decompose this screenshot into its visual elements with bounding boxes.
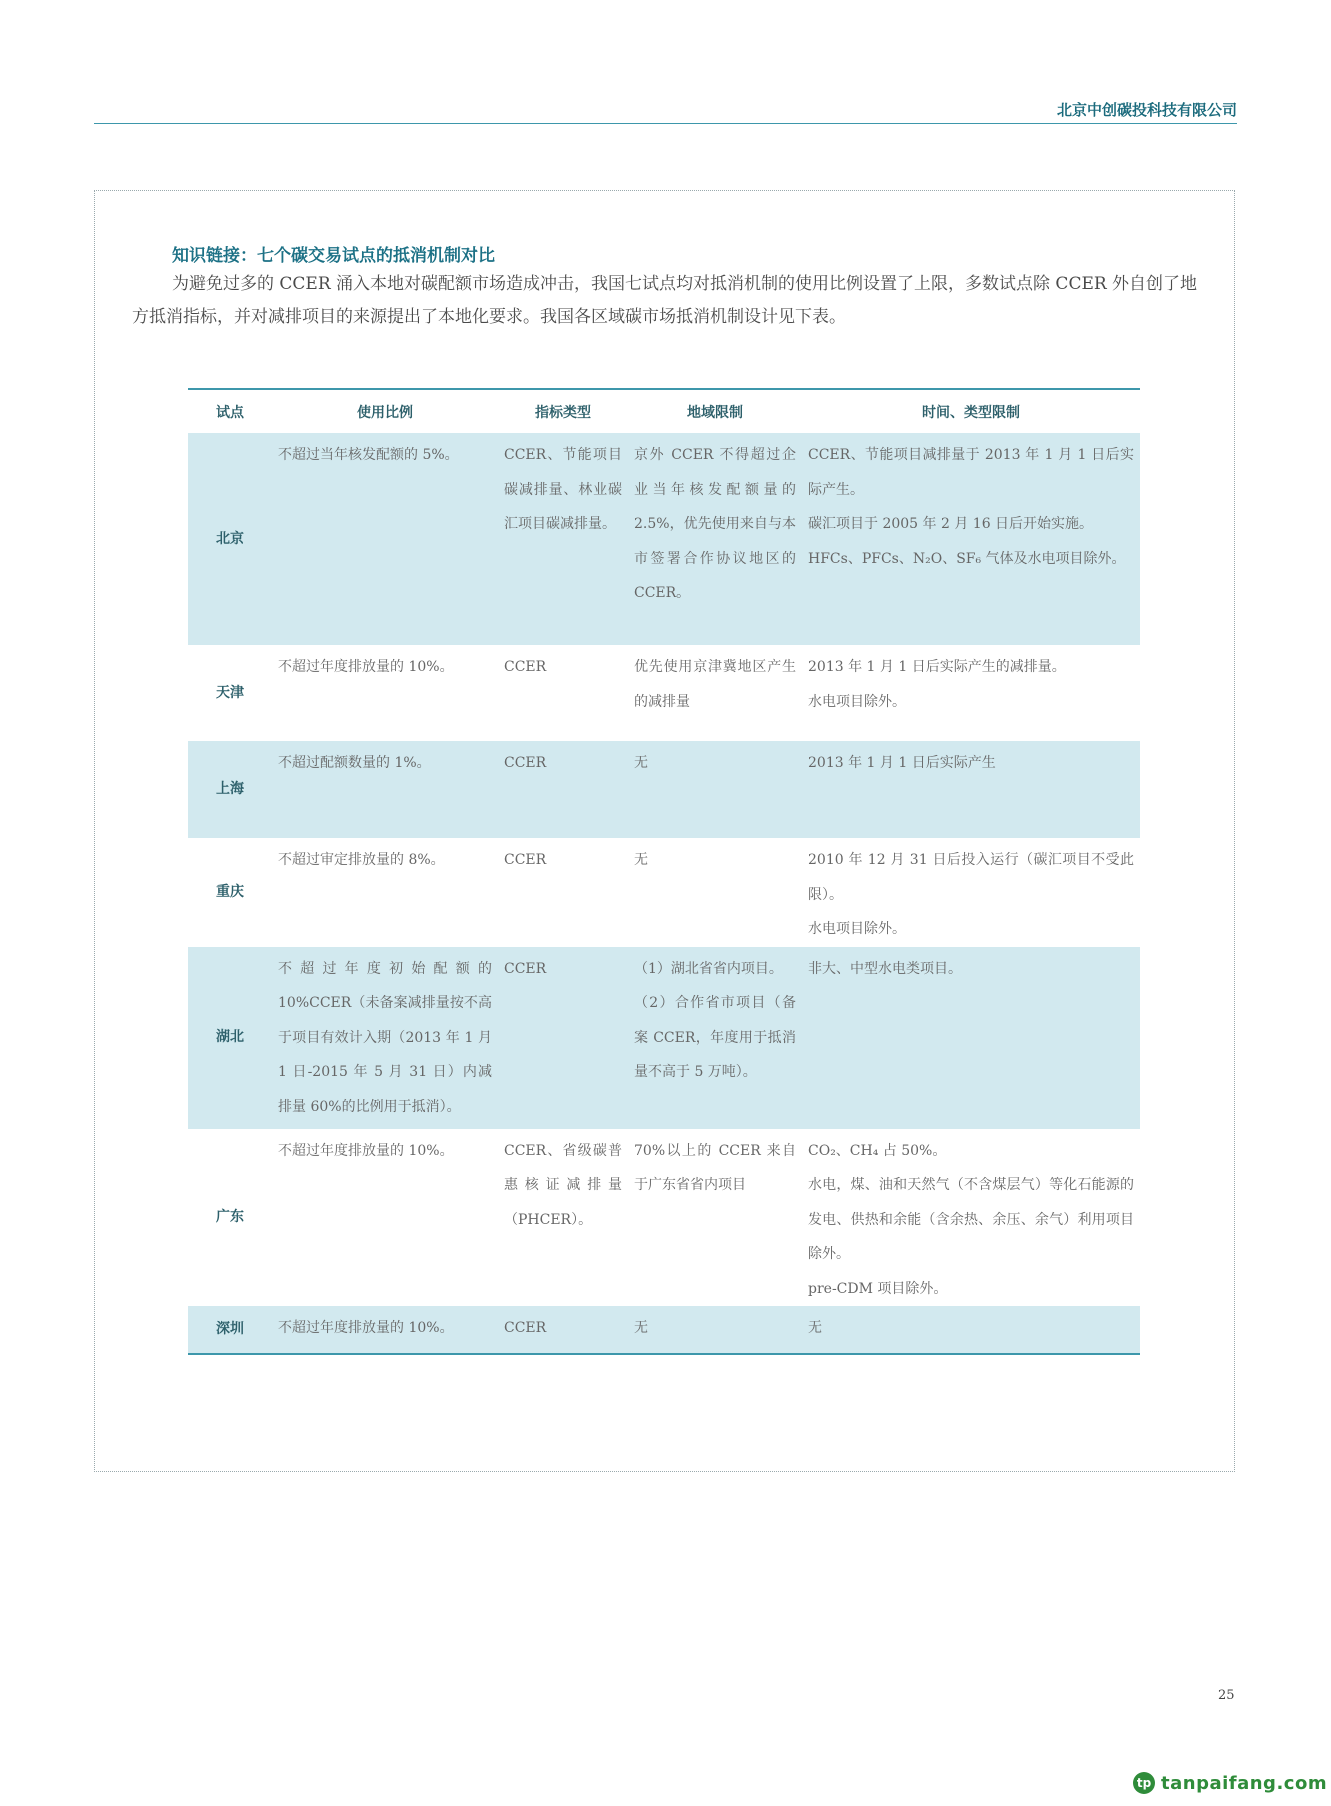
col-header-type: 指标类型 bbox=[535, 404, 591, 421]
cell-region-line: （1）湖北省省内项目。 bbox=[634, 960, 783, 977]
col-header-time: 时间、类型限制 bbox=[922, 404, 1020, 421]
cell-region-line: （2）合作省市项目（备案 CCER，年度用于抵消量不高于 5 万吨）。 bbox=[634, 995, 796, 1080]
cell-type bbox=[498, 1129, 628, 1307]
cell-time bbox=[802, 645, 1140, 741]
table-row bbox=[188, 645, 1140, 741]
cell-ratio bbox=[272, 741, 498, 838]
cell-type-line: CCER bbox=[504, 659, 547, 675]
page-number: 25 bbox=[1218, 1688, 1235, 1703]
cell-time-line: 2013 年 1 月 1 日后实际产生 bbox=[808, 755, 996, 771]
cell-ratio-line: 不超过年度初始配额的 10%CCER（未备案减排量按不高于项目有效计入期（2013 年 1 月 1 日-2015 年 5 月 31 日）内减排量 60%的比例用于抵消）。 bbox=[278, 960, 492, 1115]
cell-time-line: 2010 年 12 月 31 日后投入运行（碳汇项目不受此限）。 bbox=[808, 852, 1134, 903]
cell-ratio bbox=[272, 838, 498, 947]
cell-region-line: 京外 CCER 不得超过企业当年核发配额量的 2.5%，优先使用来自与本市签署合作协议地区的 CCER。 bbox=[634, 447, 796, 601]
table-row bbox=[188, 947, 1140, 1129]
cell-type-line: CCER bbox=[504, 852, 547, 868]
header-company-name: 北京中创碳投科技有限公司 bbox=[1056, 101, 1237, 119]
cell-pilot: 天津 bbox=[216, 684, 244, 701]
table-row bbox=[188, 433, 1140, 645]
cell-ratio-line: 不超过审定排放量的 8%。 bbox=[278, 852, 445, 868]
cell-time-line: 水电项目除外。 bbox=[808, 921, 906, 937]
cell-time-line: 2013 年 1 月 1 日后实际产生的减排量。 bbox=[808, 659, 1066, 675]
cell-type-line: CCER、节能项目碳减排量、林业碳汇项目碳减排量。 bbox=[504, 447, 622, 532]
cell-region bbox=[628, 433, 802, 645]
cell-ratio bbox=[272, 1306, 498, 1354]
cell-region bbox=[628, 1306, 802, 1354]
cell-type-line: CCER、省级碳普惠核证减排量（PHCER）。 bbox=[504, 1142, 622, 1228]
table-row bbox=[188, 838, 1140, 947]
cell-time-line: CCER、节能项目减排量于 2013 年 1 月 1 日后实际产生。 bbox=[808, 447, 1134, 498]
cell-pilot: 湖北 bbox=[216, 1029, 244, 1046]
cell-time bbox=[802, 838, 1140, 947]
table-row bbox=[188, 1129, 1140, 1307]
cell-time-line: 水电项目除外。 bbox=[808, 693, 906, 710]
col-header-ratio: 使用比例 bbox=[357, 404, 413, 421]
cell-time-line: 水电，煤、油和天然气（不含煤层气）等化石能源的发电、供热和余能（含余热、余压、余气）利用项目除外。 bbox=[808, 1177, 1134, 1262]
cell-time bbox=[802, 433, 1140, 645]
cell-region-line: 70%以上的 CCER 来自于广东省省内项目 bbox=[634, 1142, 796, 1193]
cell-ratio-line: 不超过年度排放量的 10%。 bbox=[278, 1320, 454, 1336]
cell-region bbox=[628, 838, 802, 947]
cell-time-line: HFCs、PFCs、N₂O、SF₆ 气体及水电项目除外。 bbox=[808, 550, 1126, 567]
cell-ratio bbox=[272, 645, 498, 741]
cell-ratio bbox=[272, 1129, 498, 1307]
cell-time-line: 无 bbox=[808, 1320, 822, 1336]
cell-region bbox=[628, 645, 802, 741]
cell-time-line: 非大、中型水电类项目。 bbox=[808, 960, 962, 977]
cell-type bbox=[498, 645, 628, 741]
cell-pilot: 上海 bbox=[216, 781, 244, 798]
cell-type-line: CCER bbox=[504, 755, 547, 771]
cell-time bbox=[802, 947, 1140, 1129]
cell-time-line: CO₂、CH₄ 占 50%。 bbox=[808, 1142, 947, 1159]
watermark-text: tanpaifang.com bbox=[1161, 1772, 1328, 1794]
cell-type-line: CCER bbox=[504, 1320, 547, 1336]
cell-ratio bbox=[272, 433, 498, 645]
cell-ratio-line: 不超过年度排放量的 10%。 bbox=[278, 659, 454, 675]
cell-region bbox=[628, 1129, 802, 1307]
cell-ratio-line: 不超过当年核发配额的 5%。 bbox=[278, 447, 459, 463]
cell-time-line: 碳汇项目于 2005 年 2 月 16 日后开始实施。 bbox=[808, 516, 1094, 532]
cell-pilot: 北京 bbox=[216, 530, 244, 547]
cell-pilot: 深圳 bbox=[216, 1321, 244, 1338]
header-divider bbox=[94, 123, 1237, 124]
cell-region-line: 优先使用京津冀地区产生的减排量 bbox=[634, 659, 796, 710]
table-row bbox=[188, 741, 1140, 838]
section-title: 知识链接：七个碳交易试点的抵消机制对比 bbox=[172, 246, 495, 266]
intro-paragraph: 为避免过多的 CCER 涌入本地对碳配额市场造成冲击，我国七试点均对抵消机制的使用比例设置了上限，多数试点除 CCER 外自创了地方抵消指标，并对减排项目的来源提出了本地化要求。我国各区域碳市场抵消机制设计见下表。 bbox=[132, 274, 1198, 327]
cell-type bbox=[498, 1306, 628, 1354]
table-header-row bbox=[188, 389, 1140, 433]
offset-mechanism-table bbox=[188, 388, 1140, 1355]
cell-type bbox=[498, 947, 628, 1129]
cell-time-line: pre-CDM 项目除外。 bbox=[808, 1280, 948, 1297]
cell-region-line: 无 bbox=[634, 1320, 648, 1336]
watermark bbox=[1133, 1772, 1327, 1794]
cell-ratio-line: 不超过年度排放量的 10%。 bbox=[278, 1142, 454, 1159]
cell-ratio bbox=[272, 947, 498, 1129]
cell-time bbox=[802, 1129, 1140, 1307]
cell-pilot: 重庆 bbox=[216, 884, 244, 900]
cell-region-line: 无 bbox=[634, 755, 648, 771]
cell-pilot: 广东 bbox=[216, 1209, 244, 1225]
cell-region bbox=[628, 741, 802, 838]
cell-time bbox=[802, 1306, 1140, 1354]
cell-type-line: CCER bbox=[504, 960, 547, 977]
watermark-logo-icon: tp bbox=[1133, 1772, 1155, 1794]
table-row bbox=[188, 1306, 1140, 1354]
col-header-pilot: 试点 bbox=[216, 404, 244, 421]
cell-type bbox=[498, 433, 628, 645]
cell-region-line: 无 bbox=[634, 852, 648, 868]
cell-region bbox=[628, 947, 802, 1129]
col-header-region: 地域限制 bbox=[687, 404, 743, 421]
cell-time bbox=[802, 741, 1140, 838]
cell-ratio-line: 不超过配额数量的 1%。 bbox=[278, 755, 431, 771]
cell-type bbox=[498, 838, 628, 947]
cell-type bbox=[498, 741, 628, 838]
